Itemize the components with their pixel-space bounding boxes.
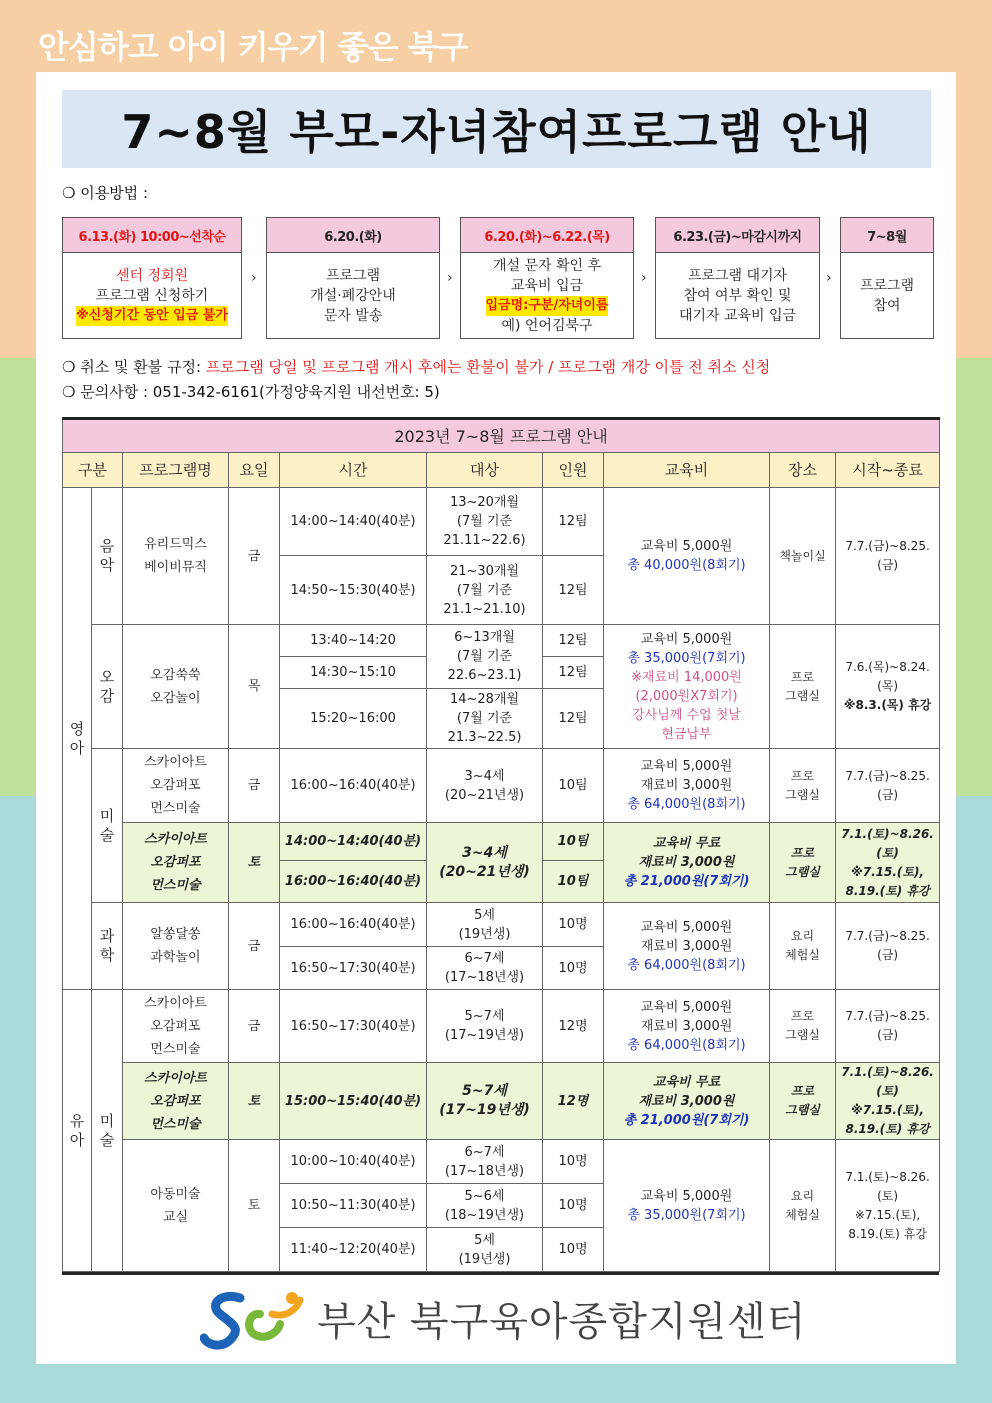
fee-text: 교육비 5,000원 재료비 3,000원 — [640, 759, 733, 793]
program-target: 6~7세 (17~18년생) — [427, 1140, 543, 1184]
program-time: 15:20~16:00 — [280, 689, 427, 749]
fee-total: 총 21,000원(7회기) — [623, 1112, 750, 1128]
program-day: 금 — [229, 903, 280, 990]
program-day: 금 — [229, 749, 280, 823]
program-target: 6~13개월 (7월 기준 22.6~23.1) — [427, 625, 543, 689]
program-target: 21~30개월 (7월 기준 21.1~21.10) — [427, 556, 543, 625]
fee-text: 교육비 5,000원 — [640, 1188, 733, 1204]
program-fee — [604, 1140, 770, 1272]
program-people: 10팀 — [543, 749, 604, 823]
program-time: 16:00~16:40(40분) — [280, 903, 427, 947]
program-time: 16:50~17:30(40분) — [280, 947, 427, 990]
page-title: 7~8월 부모-자녀참여프로그램 안내 — [62, 90, 931, 168]
program-target: 6~7세 (17~18년생) — [427, 947, 543, 990]
program-people: 12팀 — [543, 689, 604, 749]
program-people: 12팀 — [543, 556, 604, 625]
footer-center-name: 부산 북구육아종합지원센터 — [317, 1299, 807, 1345]
group-toddler: 유 아 — [63, 990, 92, 1272]
program-period: 7.7.(금)~8.25.(금) — [836, 488, 940, 625]
program-time: 13:40~14:20 — [280, 625, 427, 657]
period-text: 7.6.(목)~8.24.(목) — [845, 660, 930, 693]
chevron-right-icon: › — [251, 270, 257, 286]
program-time: 14:00~14:40(40분) — [280, 488, 427, 556]
program-fee — [604, 823, 770, 903]
contact-info: ❍ 문의사항 : 051-342-6161(가정양육지원 내선번호: 5) — [62, 383, 440, 401]
program-people: 10명 — [543, 947, 604, 990]
program-time: 10:50~11:30(40분) — [280, 1184, 427, 1228]
step-3-date: 6.20.(화)~6.22.(목) — [461, 218, 633, 253]
program-people: 10명 — [543, 1140, 604, 1184]
step-4 — [655, 217, 820, 339]
program-day: 금 — [229, 990, 280, 1063]
sub-art: 미 술 — [92, 749, 123, 903]
period-note: ※8.3.(목) 휴강 — [843, 698, 932, 712]
header-time: 시간 — [280, 453, 427, 488]
program-name: 오감쑥쑥 오감놀이 — [123, 625, 229, 749]
program-people: 10명 — [543, 903, 604, 947]
fee-total: 총 64,000원(8회기) — [627, 797, 746, 812]
program-period: 7.7.(금)~8.25.(금) — [836, 903, 940, 990]
header-day: 요일 — [229, 453, 280, 488]
program-people: 12팀 — [543, 657, 604, 689]
program-people: 12팀 — [543, 488, 604, 556]
program-time: 15:00~15:40(40분) — [280, 1063, 427, 1140]
fee-note: ※재료비 14,000원 (2,000원X7회기) 강사님께 수업 첫날 현금납부 — [631, 669, 742, 742]
refund-policy — [62, 356, 770, 377]
program-time: 14:50~15:30(40분) — [280, 556, 427, 625]
program-time: 16:00~16:40(40분) — [280, 749, 427, 823]
fee-text: 교육비 5,000원 재료비 3,000원 — [640, 999, 733, 1034]
program-target: 5세 (19년생) — [427, 903, 543, 947]
program-place: 프로 그램실 — [770, 823, 836, 903]
header-target: 대상 — [427, 453, 543, 488]
refund-text: 프로그램 당일 및 프로그램 개시 후에는 환불이 불가 / 프로그램 개강 이틀 전 취소 신청 — [205, 358, 771, 376]
step-5-line: 프로그램 — [859, 278, 915, 294]
chevron-right-icon: › — [641, 270, 647, 286]
program-day: 목 — [229, 625, 280, 749]
program-fee — [604, 903, 770, 990]
table-caption: 2023년 7~8월 프로그램 안내 — [63, 419, 940, 453]
program-target: 14~28개월 (7월 기준 21.3~22.5) — [427, 689, 543, 749]
program-period: 7.7.(금)~8.25.(금) — [836, 990, 940, 1063]
header-fee: 교육비 — [604, 453, 770, 488]
program-period: 7.1.(토)~8.26.(토) ※7.15.(토), 8.19.(토) 휴강 — [836, 823, 940, 903]
fee-total: 총 64,000원(8회기) — [627, 1037, 746, 1053]
program-target: 5~7세 (17~19년생) — [427, 1063, 543, 1140]
group-infant: 영 아 — [63, 488, 92, 990]
slogan: 안심하고 아이 키우기 좋은 북구 — [38, 28, 468, 66]
fee-text: 교육비 5,000원 재료비 3,000원 — [640, 919, 733, 954]
program-fee — [604, 749, 770, 823]
program-target: 5~6세 (18~19년생) — [427, 1184, 543, 1228]
program-name: 유리드믹스 베이비뮤직 — [123, 488, 229, 625]
fee-text: 교육비 무료 재료비 3,000원 — [638, 836, 735, 870]
program-fee — [604, 625, 770, 749]
step-3-line: 교육비 입금 — [510, 278, 584, 294]
program-time: 11:40~12:20(40분) — [280, 1228, 427, 1272]
fee-text: 교육비 5,000원 — [640, 539, 733, 554]
program-people: 12명 — [543, 1063, 604, 1140]
program-day: 토 — [229, 823, 280, 903]
program-name: 스카이아트 오감퍼포 먼스미술 — [123, 823, 229, 903]
program-people: 10팀 — [543, 861, 604, 903]
center-logo-icon — [200, 1284, 310, 1354]
step-3-line: 개설 문자 확인 후 — [492, 258, 602, 274]
program-day: 토 — [229, 1063, 280, 1140]
chevron-right-icon: › — [447, 270, 453, 286]
sub-music: 음 악 — [92, 488, 123, 625]
header-place: 장소 — [770, 453, 836, 488]
table-bottom-rule — [62, 1272, 939, 1275]
refund-label: ❍ 취소 및 환불 규정: — [62, 358, 202, 376]
fee-text: 교육비 5,000원 — [640, 631, 733, 647]
program-place: 프로 그램실 — [770, 625, 836, 749]
step-5-line: 참여 — [873, 298, 901, 314]
program-place: 책놀이실 — [770, 488, 836, 625]
step-3-note: 입금명:구분/자녀이름 — [486, 296, 609, 316]
program-day: 토 — [229, 1140, 280, 1272]
program-time: 16:50~17:30(40분) — [280, 990, 427, 1063]
step-1-date: 6.13.(화) 10:00~선착순 — [63, 218, 241, 253]
program-people: 12팀 — [543, 625, 604, 657]
program-fee — [604, 488, 770, 625]
program-fee — [604, 1063, 770, 1140]
step-4-line: 참여 여부 확인 및 — [683, 288, 792, 304]
program-time: 16:00~16:40(40분) — [280, 861, 427, 903]
program-name: 스카이아트 오감퍼포 먼스미술 — [123, 749, 229, 823]
step-3-example: 예) 언어김북구 — [501, 318, 593, 334]
step-1 — [62, 217, 242, 339]
header-people: 인원 — [543, 453, 604, 488]
program-target: 13~20개월 (7월 기준 21.11~22.6) — [427, 488, 543, 556]
step-3 — [460, 217, 634, 339]
program-time: 14:00~14:40(40분) — [280, 823, 427, 861]
program-people: 10명 — [543, 1228, 604, 1272]
fee-text: 교육비 무료 재료비 3,000원 — [638, 1074, 735, 1109]
program-period: 7.7.(금)~8.25.(금) — [836, 749, 940, 823]
program-fee — [604, 990, 770, 1063]
step-4-line: 프로그램 대기자 — [687, 268, 788, 284]
header-period: 시작~종료 — [836, 453, 940, 488]
program-place: 프로 그램실 — [770, 1063, 836, 1140]
header-program: 프로그램명 — [123, 453, 229, 488]
step-2-line: 문자 발송 — [323, 308, 383, 324]
program-place: 프로 그램실 — [770, 749, 836, 823]
schedule-table — [62, 417, 940, 1272]
program-period: 7.1.(토)~8.26.(토) ※7.15.(토), 8.19.(토) 휴강 — [836, 1063, 940, 1140]
program-time: 14:30~15:10 — [280, 657, 427, 689]
step-2-line: 프로그램 — [325, 268, 381, 284]
sub-art: 미 술 — [92, 990, 123, 1272]
program-day: 금 — [229, 488, 280, 625]
program-place: 요리 체험실 — [770, 903, 836, 990]
step-2-line: 개설·폐강안내 — [310, 288, 396, 304]
step-5-date: 7~8월 — [841, 218, 933, 253]
program-name: 스카이아트 오감퍼포 먼스미술 — [123, 1063, 229, 1140]
program-target: 5세 (19년생) — [427, 1228, 543, 1272]
sub-science: 과 학 — [92, 903, 123, 990]
step-2-date: 6.20.(화) — [267, 218, 439, 253]
program-people: 12명 — [543, 990, 604, 1063]
program-place: 프로 그램실 — [770, 990, 836, 1063]
chevron-right-icon: › — [826, 270, 832, 286]
program-people: 10팀 — [543, 823, 604, 861]
fee-total: 총 35,000원(7회기) — [627, 1207, 746, 1223]
program-name: 알쏭달쏭 과학놀이 — [123, 903, 229, 990]
program-target: 3~4세 (20~21년생) — [427, 823, 543, 903]
step-5 — [840, 217, 934, 339]
fee-total: 총 35,000원(7회기) — [627, 650, 746, 666]
program-place: 요리 체험실 — [770, 1140, 836, 1272]
fee-total: 총 21,000원(7회기) — [623, 874, 750, 889]
fee-total: 총 40,000원(8회기) — [627, 558, 746, 573]
sub-senses: 오 감 — [92, 625, 123, 749]
program-period: 7.1.(토)~8.26.(토) ※7.15.(토), 8.19.(토) 휴강 — [836, 1140, 940, 1272]
program-people: 10명 — [543, 1184, 604, 1228]
program-name: 아동미술 교실 — [123, 1140, 229, 1272]
fee-total: 총 64,000원(8회기) — [627, 957, 746, 973]
step-4-date: 6.23.(금)~마감시까지 — [656, 218, 819, 253]
usage-label: ❍ 이용방법 : — [62, 184, 148, 202]
step-1-line: 프로그램 신청하기 — [95, 288, 209, 304]
program-time: 10:00~10:40(40분) — [280, 1140, 427, 1184]
step-1-line: 센터 정회원 — [115, 268, 189, 284]
program-target: 3~4세 (20~21년생) — [427, 749, 543, 823]
step-4-line: 대기자 교육비 입금 — [678, 308, 797, 324]
step-1-note: ※신청기간 동안 입금 불가 — [76, 306, 228, 326]
program-name: 스카이아트 오감퍼포 먼스미술 — [123, 990, 229, 1063]
header-category: 구분 — [63, 453, 123, 488]
program-period — [836, 625, 940, 749]
program-target: 5~7세 (17~19년생) — [427, 990, 543, 1063]
step-2 — [266, 217, 440, 339]
